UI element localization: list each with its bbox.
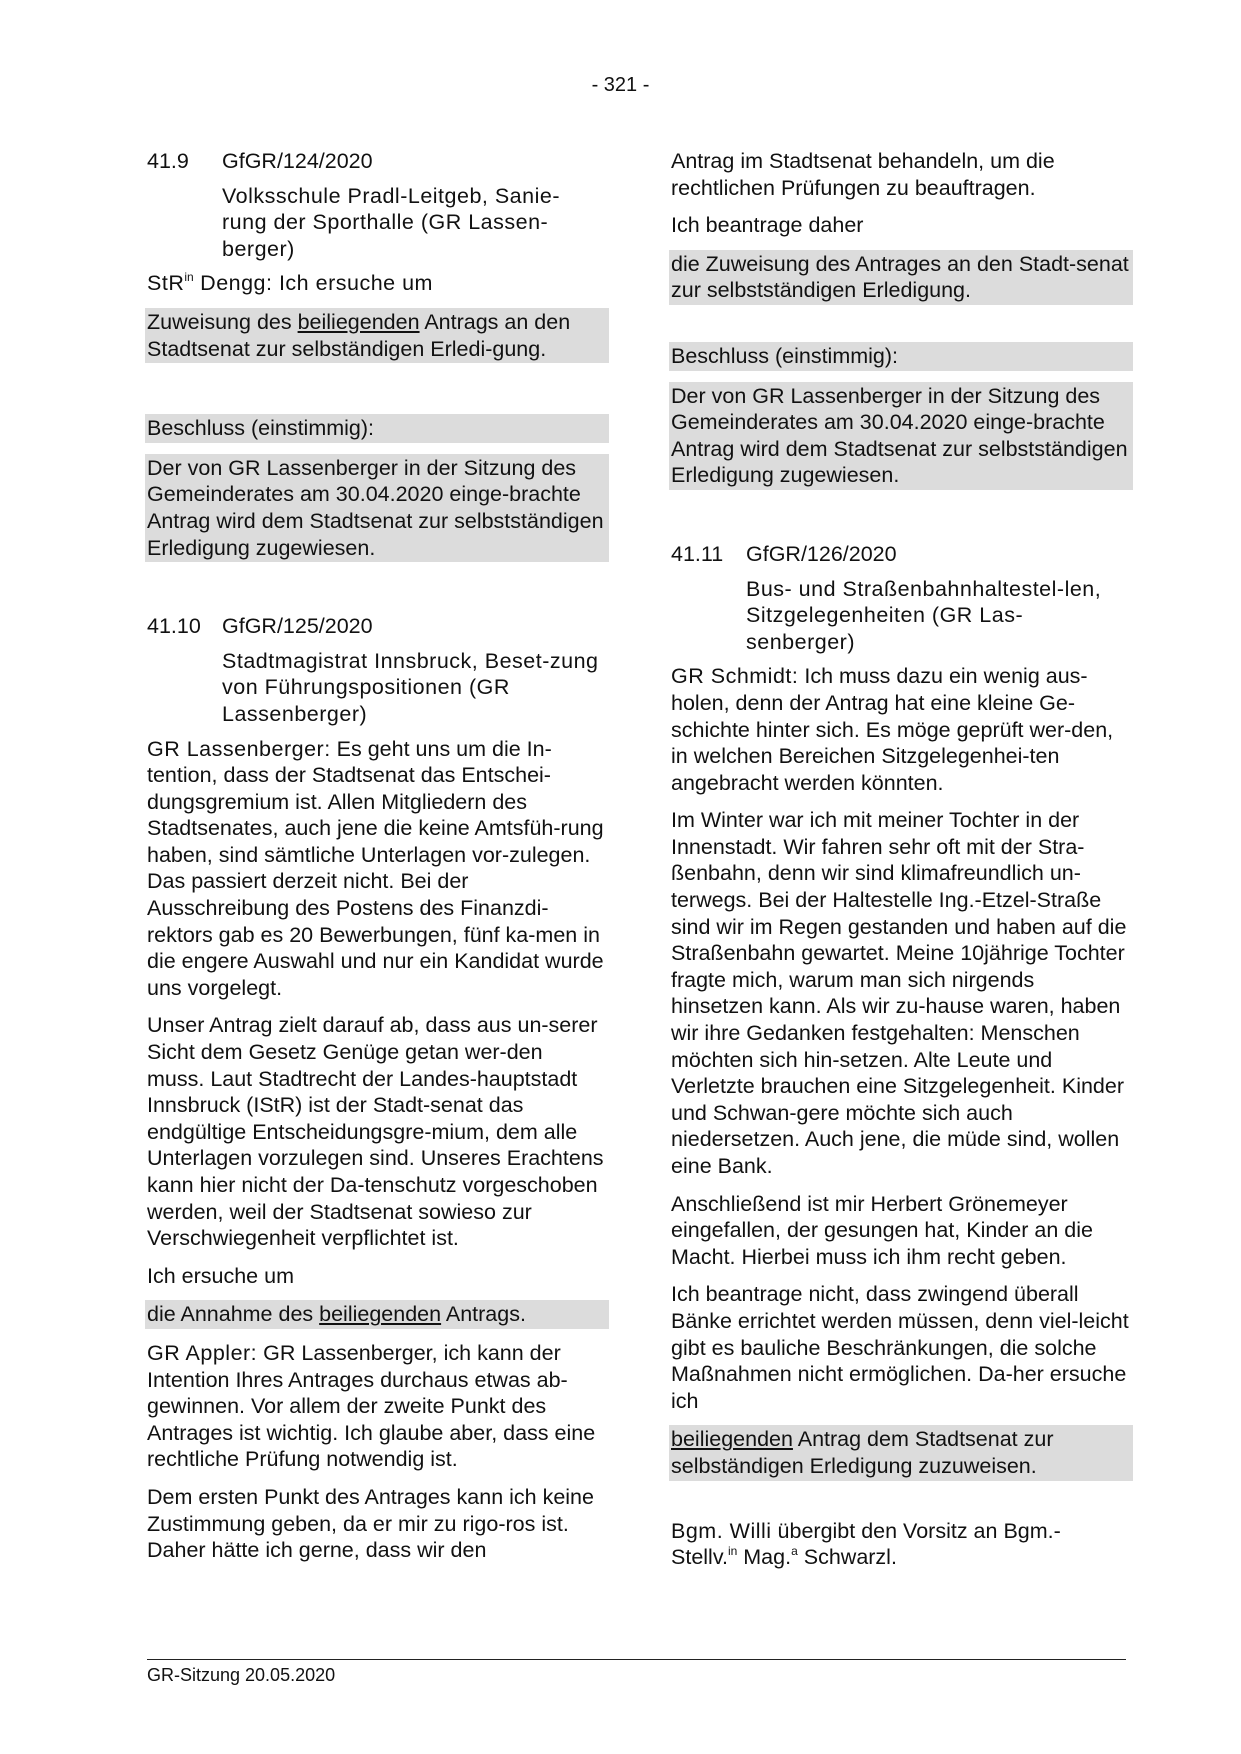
spacer xyxy=(671,316,1129,342)
chair-handover-note xyxy=(671,1518,1129,1571)
role-text: Bgm.- xyxy=(1003,1518,1061,1543)
speech-paragraph xyxy=(147,1340,605,1473)
speaker-suffix: in xyxy=(184,270,194,285)
attached-motion-link: beiliegenden xyxy=(319,1302,442,1327)
speech-text: GR Lassenberger, ich kann der Intention Ihres Antrages durchaus etwas ab-gewinnen. Vor allem der zweite Punkt des Antrages ist wichtig. Ich glaube aber, dass eine rechtliche Prüfung notwendig ist. xyxy=(147,1340,596,1472)
motion-text: Antrags. xyxy=(441,1302,526,1327)
spacer xyxy=(671,1492,1129,1518)
speech-paragraph: Ich ersuche um xyxy=(147,1263,294,1288)
speech-paragraph: Dem ersten Punkt des Antrages kann ich keine Zustimmung geben, da er mir zu rigo-ros ist. Daher hätte ich gerne, dass wir den xyxy=(147,1484,594,1563)
speech-text: Ich muss dazu ein wenig aus-holen, denn der Antrag hat eine kleine Ge-schichte hinter sich. Es möge geprüft wer-den, in welchen Bereichen Sitzgelegenhei-ten angebracht werden könnten. xyxy=(671,664,1114,795)
motion-text: Antrag dem Stadtsenat zur selbständigen Erledigung zuzuweisen. xyxy=(671,1427,1054,1478)
speech-paragraph: Anschließend ist mir Herbert Grönemeyer eingefallen, der gesungen hat, Kinder an die Macht. Hierbei muss ich ihm recht geben. xyxy=(671,1191,1093,1269)
speaker-name: StR xyxy=(147,271,185,296)
agenda-item-number: 41.10 xyxy=(147,614,201,639)
agenda-item-number: 41.9 xyxy=(147,149,189,173)
title-suffix: a xyxy=(791,1544,798,1559)
spacer xyxy=(671,501,1129,541)
speech-paragraph: Antrag im Stadtsenat behandeln, um die rechtlichen Prüfungen zu beauftragen. xyxy=(671,149,1055,200)
resolution-text: Der von GR Lassenberger in der Sitzung des Gemeinderates am 30.04.2020 einge-brachte Antrag wird dem Stadtsenat zur selbstständigen Erledigung zugewiesen. xyxy=(669,382,1133,490)
speech-text: Es geht uns um die In-tention, dass der Stadtsenat das Entschei-dungsgremium ist. Allen Mitgliedern des Stadtsenates, auch jene die keine Amtsfüh-rung haben, sind sämtliche Unterlagen vor-zulegen. Das passiert derzeit nicht. Bei der Ausschreibung des Postens des Finanzdi-rektors gab es 20 Bewerbungen, fünf ka-men in die engere Auswahl und nur ein Kandidat wurde uns vorgelegt. xyxy=(147,736,604,1000)
speech-paragraph xyxy=(147,736,605,1002)
attached-motion-link: beiliegenden xyxy=(297,309,420,334)
resolution-heading: Beschluss (einstimmig): xyxy=(145,414,609,443)
agenda-item-title: Bus- und Straßenbahnhaltestel-len, Sitzgelegenheiten (GR Las-senberger) xyxy=(746,576,1102,654)
speech-paragraph: Im Winter war ich mit meiner Tochter in der Innenstadt. Wir fahren sehr oft mit der Stra-ßenbahn, denn wir sind klimafreundlich un-terwegs. Bei der Haltestelle Ing.-Etzel-Straße sind wir im Regen gestanden und haben auf die Straßenbahn gewartet. Meine 10jährige Tochter fragte mich, warum man sich nirgends hinsetzen kann. Als wir zu-hause waren, haben wir ihre Gedanken festgehalten: Menschen möchten sich hin-setzen. Alte Leute und Verletzte brauchen eine Sitzgelegenheit. Kinder und Schwan-gere möchte sich auch niedersetzen. Auch jene, die müde sind, wollen eine Bank. xyxy=(671,808,1127,1178)
speaker-name: GR Lassenberger: xyxy=(147,736,331,761)
agenda-item-title: Stadtmagistrat Innsbruck, Beset-zung von Führungspositionen (GR Lassenberger) xyxy=(222,648,599,726)
agenda-item-41-11-head xyxy=(671,541,1129,568)
spacer xyxy=(147,573,605,613)
motion-box: die Zuweisung des Antrages an den Stadt-senat zur selbstständigen Erledigung. xyxy=(669,250,1133,305)
speech-paragraph: Ich beantrage nicht, dass zwingend überall Bänke errichtet werden müssen, denn viel-leicht gibt es bauliche Beschränkungen, die solche Maßnahmen nicht ermöglichen. Da-her ersuche ich xyxy=(671,1282,1129,1413)
resolution-text: Der von GR Lassenberger in der Sitzung des Gemeinderates am 30.04.2020 einge-brachte Antrag wird dem Stadtsenat zur selbstständigen Erledigung zugewiesen. xyxy=(145,454,609,562)
role-text: Stellv. xyxy=(671,1545,728,1570)
left-column xyxy=(147,148,605,1575)
footer-text: GR-Sitzung 20.05.2020 xyxy=(147,1665,336,1685)
agenda-item-title: Volksschule Pradl-Leitgeb, Sanie-rung der Sporthalle (GR Lassen-berger) xyxy=(222,183,560,261)
agenda-item-reference: GfGR/125/2020 xyxy=(222,614,373,639)
agenda-item-number: 41.11 xyxy=(671,541,724,566)
agenda-item-41-9-head xyxy=(147,148,605,175)
title-text: Mag. xyxy=(737,1545,792,1570)
speech-paragraph xyxy=(671,663,1129,796)
motion-box xyxy=(145,308,609,363)
attached-motion-link: beiliegenden xyxy=(671,1427,793,1452)
motion-text: Zuweisung des xyxy=(147,309,298,334)
agenda-item-reference: GfGR/126/2020 xyxy=(746,541,897,566)
speaker-name: GR Schmidt: xyxy=(671,664,799,689)
speech-paragraph: Ich beantrage daher xyxy=(671,213,864,238)
footer-rule xyxy=(147,1659,1126,1660)
note-text: übergibt den Vorsitz an xyxy=(771,1518,1004,1543)
agenda-item-41-10-head xyxy=(147,613,605,640)
speaker-name: GR Appler: xyxy=(147,1340,258,1365)
role-suffix: in xyxy=(727,1544,738,1559)
speaker-name: Bgm. Willi xyxy=(671,1518,772,1543)
motion-text: Antrags an den Stadtsenat zur selbständigen Erledi-gung. xyxy=(147,309,571,361)
motion-box xyxy=(145,1300,609,1329)
page-number: - 321 - xyxy=(591,74,650,96)
spacer xyxy=(147,374,605,414)
speaker-paragraph xyxy=(147,270,605,297)
motion-text: die Annahme des xyxy=(147,1302,320,1327)
right-column xyxy=(671,148,1129,1582)
agenda-item-reference: GfGR/124/2020 xyxy=(222,149,373,173)
motion-box xyxy=(669,1425,1133,1480)
person-name: Schwarzl. xyxy=(797,1545,897,1570)
speech-paragraph: Unser Antrag zielt darauf ab, dass aus un-serer Sicht dem Gesetz Genüge getan wer-den muss. Laut Stadtrecht der Landes-hauptstadt Innsbruck (IStR) ist der Stadt-senat das endgültige Entscheidungsgre-mium, dem alle Unterlagen vorzulegen sind. Unseres Erachtens kann hier nicht der Da-tenschutz vorgeschoben werden, weil der Stadtsenat sowieso zur Verschwiegenheit verpflichtet ist. xyxy=(147,1013,604,1251)
speaker-text: Dengg: Ich ersuche um xyxy=(193,271,433,296)
resolution-heading: Beschluss (einstimmig): xyxy=(669,342,1133,371)
